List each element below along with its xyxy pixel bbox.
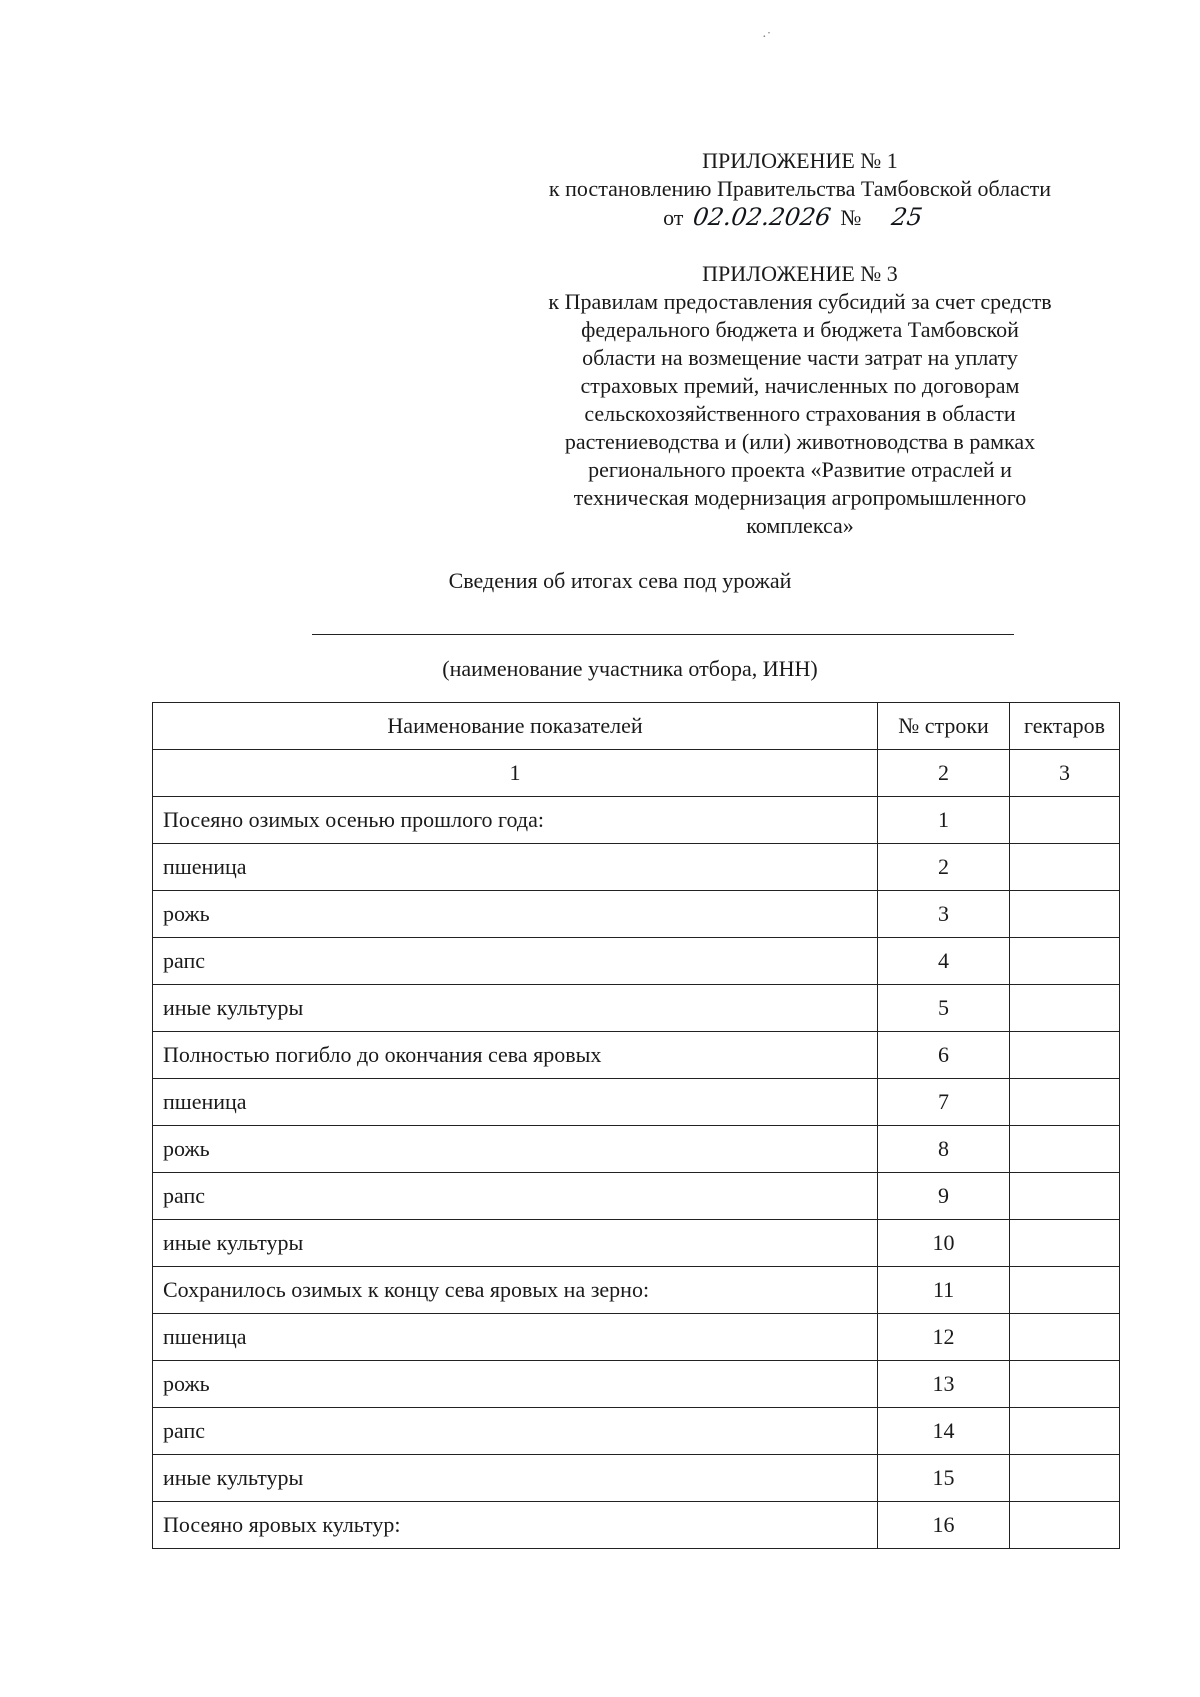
table-row — [153, 938, 1120, 985]
header-hectares: гектаров — [1010, 703, 1120, 750]
table-column-numbers-row — [153, 750, 1120, 797]
table-row — [153, 797, 1120, 844]
row-indicator: иные культуры — [153, 1220, 878, 1267]
number-label: № — [840, 205, 862, 230]
row-line-number: 14 — [878, 1408, 1010, 1455]
row-hectares-cell[interactable] — [1010, 1267, 1120, 1314]
row-indicator: рожь — [153, 891, 878, 938]
row-line-number: 11 — [878, 1267, 1010, 1314]
appendix-3-line: растениеводства и (или) животноводства в рамках — [564, 429, 1036, 454]
row-indicator: Полностью погибло до окончания сева яровых — [153, 1032, 878, 1079]
header-indicator-name: Наименование показателей — [153, 703, 878, 750]
table-row — [153, 891, 1120, 938]
row-line-number: 13 — [878, 1361, 1010, 1408]
table-row — [153, 1361, 1120, 1408]
row-hectares-cell[interactable] — [1010, 844, 1120, 891]
header-line-number: № строки — [878, 703, 1010, 750]
appendix-3-line: техническая модернизация агропромышленного — [573, 485, 1027, 510]
participant-fill-line — [312, 634, 1014, 635]
table-row — [153, 1267, 1120, 1314]
row-hectares-cell[interactable] — [1010, 985, 1120, 1032]
appendix-3-header — [500, 260, 1100, 540]
scan-mark: ·˙ — [762, 30, 772, 45]
table-row — [153, 1408, 1120, 1455]
row-line-number: 12 — [878, 1314, 1010, 1361]
table-row — [153, 1079, 1120, 1126]
row-indicator: пшеница — [153, 844, 878, 891]
sowing-results-table — [152, 702, 1120, 1549]
row-line-number: 8 — [878, 1126, 1010, 1173]
row-hectares-cell[interactable] — [1010, 1314, 1120, 1361]
row-indicator: Посеяно озимых осенью прошлого года: — [153, 797, 878, 844]
appendix-3-title: ПРИЛОЖЕНИЕ № 3 — [702, 261, 898, 286]
appendix-3-line: регионального проекта «Развитие отраслей и — [588, 457, 1012, 482]
appendix-3-line: федерального бюджета и бюджета Тамбовской — [581, 317, 1019, 342]
row-line-number: 4 — [878, 938, 1010, 985]
row-indicator: Посеяно яровых культур: — [153, 1502, 878, 1549]
column-number: 3 — [1010, 750, 1120, 797]
row-line-number: 9 — [878, 1173, 1010, 1220]
appendix-3-line: к Правилам предоставления субсидий за счет средств — [548, 289, 1052, 314]
row-hectares-cell[interactable] — [1010, 891, 1120, 938]
row-line-number: 2 — [878, 844, 1010, 891]
handwritten-date: 02.02.2026 — [691, 203, 833, 231]
row-indicator: рапс — [153, 1408, 878, 1455]
row-line-number: 7 — [878, 1079, 1010, 1126]
row-line-number: 5 — [878, 985, 1010, 1032]
appendix-1-resolution-line: к постановлению Правительства Тамбовской области — [548, 176, 1052, 201]
table-row — [153, 1032, 1120, 1079]
row-line-number: 3 — [878, 891, 1010, 938]
appendix-3-line: комплекса» — [746, 513, 854, 538]
table-row — [153, 985, 1120, 1032]
row-hectares-cell[interactable] — [1010, 1079, 1120, 1126]
row-line-number: 6 — [878, 1032, 1010, 1079]
table-row — [153, 1502, 1120, 1549]
row-hectares-cell[interactable] — [1010, 1220, 1120, 1267]
handwritten-number: 25 — [889, 203, 925, 231]
table-row — [153, 1455, 1120, 1502]
table-row — [153, 1220, 1120, 1267]
row-indicator: рожь — [153, 1361, 878, 1408]
row-indicator: рожь — [153, 1126, 878, 1173]
row-indicator: рапс — [153, 938, 878, 985]
table-row — [153, 1173, 1120, 1220]
table-header-row — [153, 703, 1120, 750]
from-label: от — [663, 205, 684, 230]
row-indicator: пшеница — [153, 1079, 878, 1126]
row-indicator: рапс — [153, 1173, 878, 1220]
appendix-3-line: страховых премий, начисленных по договорам — [580, 373, 1020, 398]
row-indicator: иные культуры — [153, 985, 878, 1032]
participant-caption: (наименование участника отбора, ИНН) — [442, 656, 818, 681]
appendix-1-title: ПРИЛОЖЕНИЕ № 1 — [702, 148, 898, 173]
row-line-number: 15 — [878, 1455, 1010, 1502]
appendix-3-line: сельскохозяйственного страхования в области — [584, 401, 1016, 426]
row-line-number: 10 — [878, 1220, 1010, 1267]
row-hectares-cell[interactable] — [1010, 1502, 1120, 1549]
row-hectares-cell[interactable] — [1010, 1032, 1120, 1079]
appendix-1-date-number-line — [500, 203, 1100, 232]
row-hectares-cell[interactable] — [1010, 1126, 1120, 1173]
appendix-3-line: области на возмещение части затрат на уплату — [582, 345, 1018, 370]
row-hectares-cell[interactable] — [1010, 1408, 1120, 1455]
row-hectares-cell[interactable] — [1010, 1361, 1120, 1408]
row-hectares-cell[interactable] — [1010, 1455, 1120, 1502]
column-number: 1 — [153, 750, 878, 797]
row-indicator: пшеница — [153, 1314, 878, 1361]
table-row — [153, 1314, 1120, 1361]
row-indicator: Сохранилось озимых к концу сева яровых на зерно: — [153, 1267, 878, 1314]
row-hectares-cell[interactable] — [1010, 797, 1120, 844]
column-number: 2 — [878, 750, 1010, 797]
document-title: Сведения об итогах сева под урожай — [448, 568, 792, 593]
row-line-number: 1 — [878, 797, 1010, 844]
appendix-1-header — [500, 147, 1100, 232]
row-line-number: 16 — [878, 1502, 1010, 1549]
table-row — [153, 844, 1120, 891]
row-hectares-cell[interactable] — [1010, 1173, 1120, 1220]
row-indicator: иные культуры — [153, 1455, 878, 1502]
row-hectares-cell[interactable] — [1010, 938, 1120, 985]
table-row — [153, 1126, 1120, 1173]
